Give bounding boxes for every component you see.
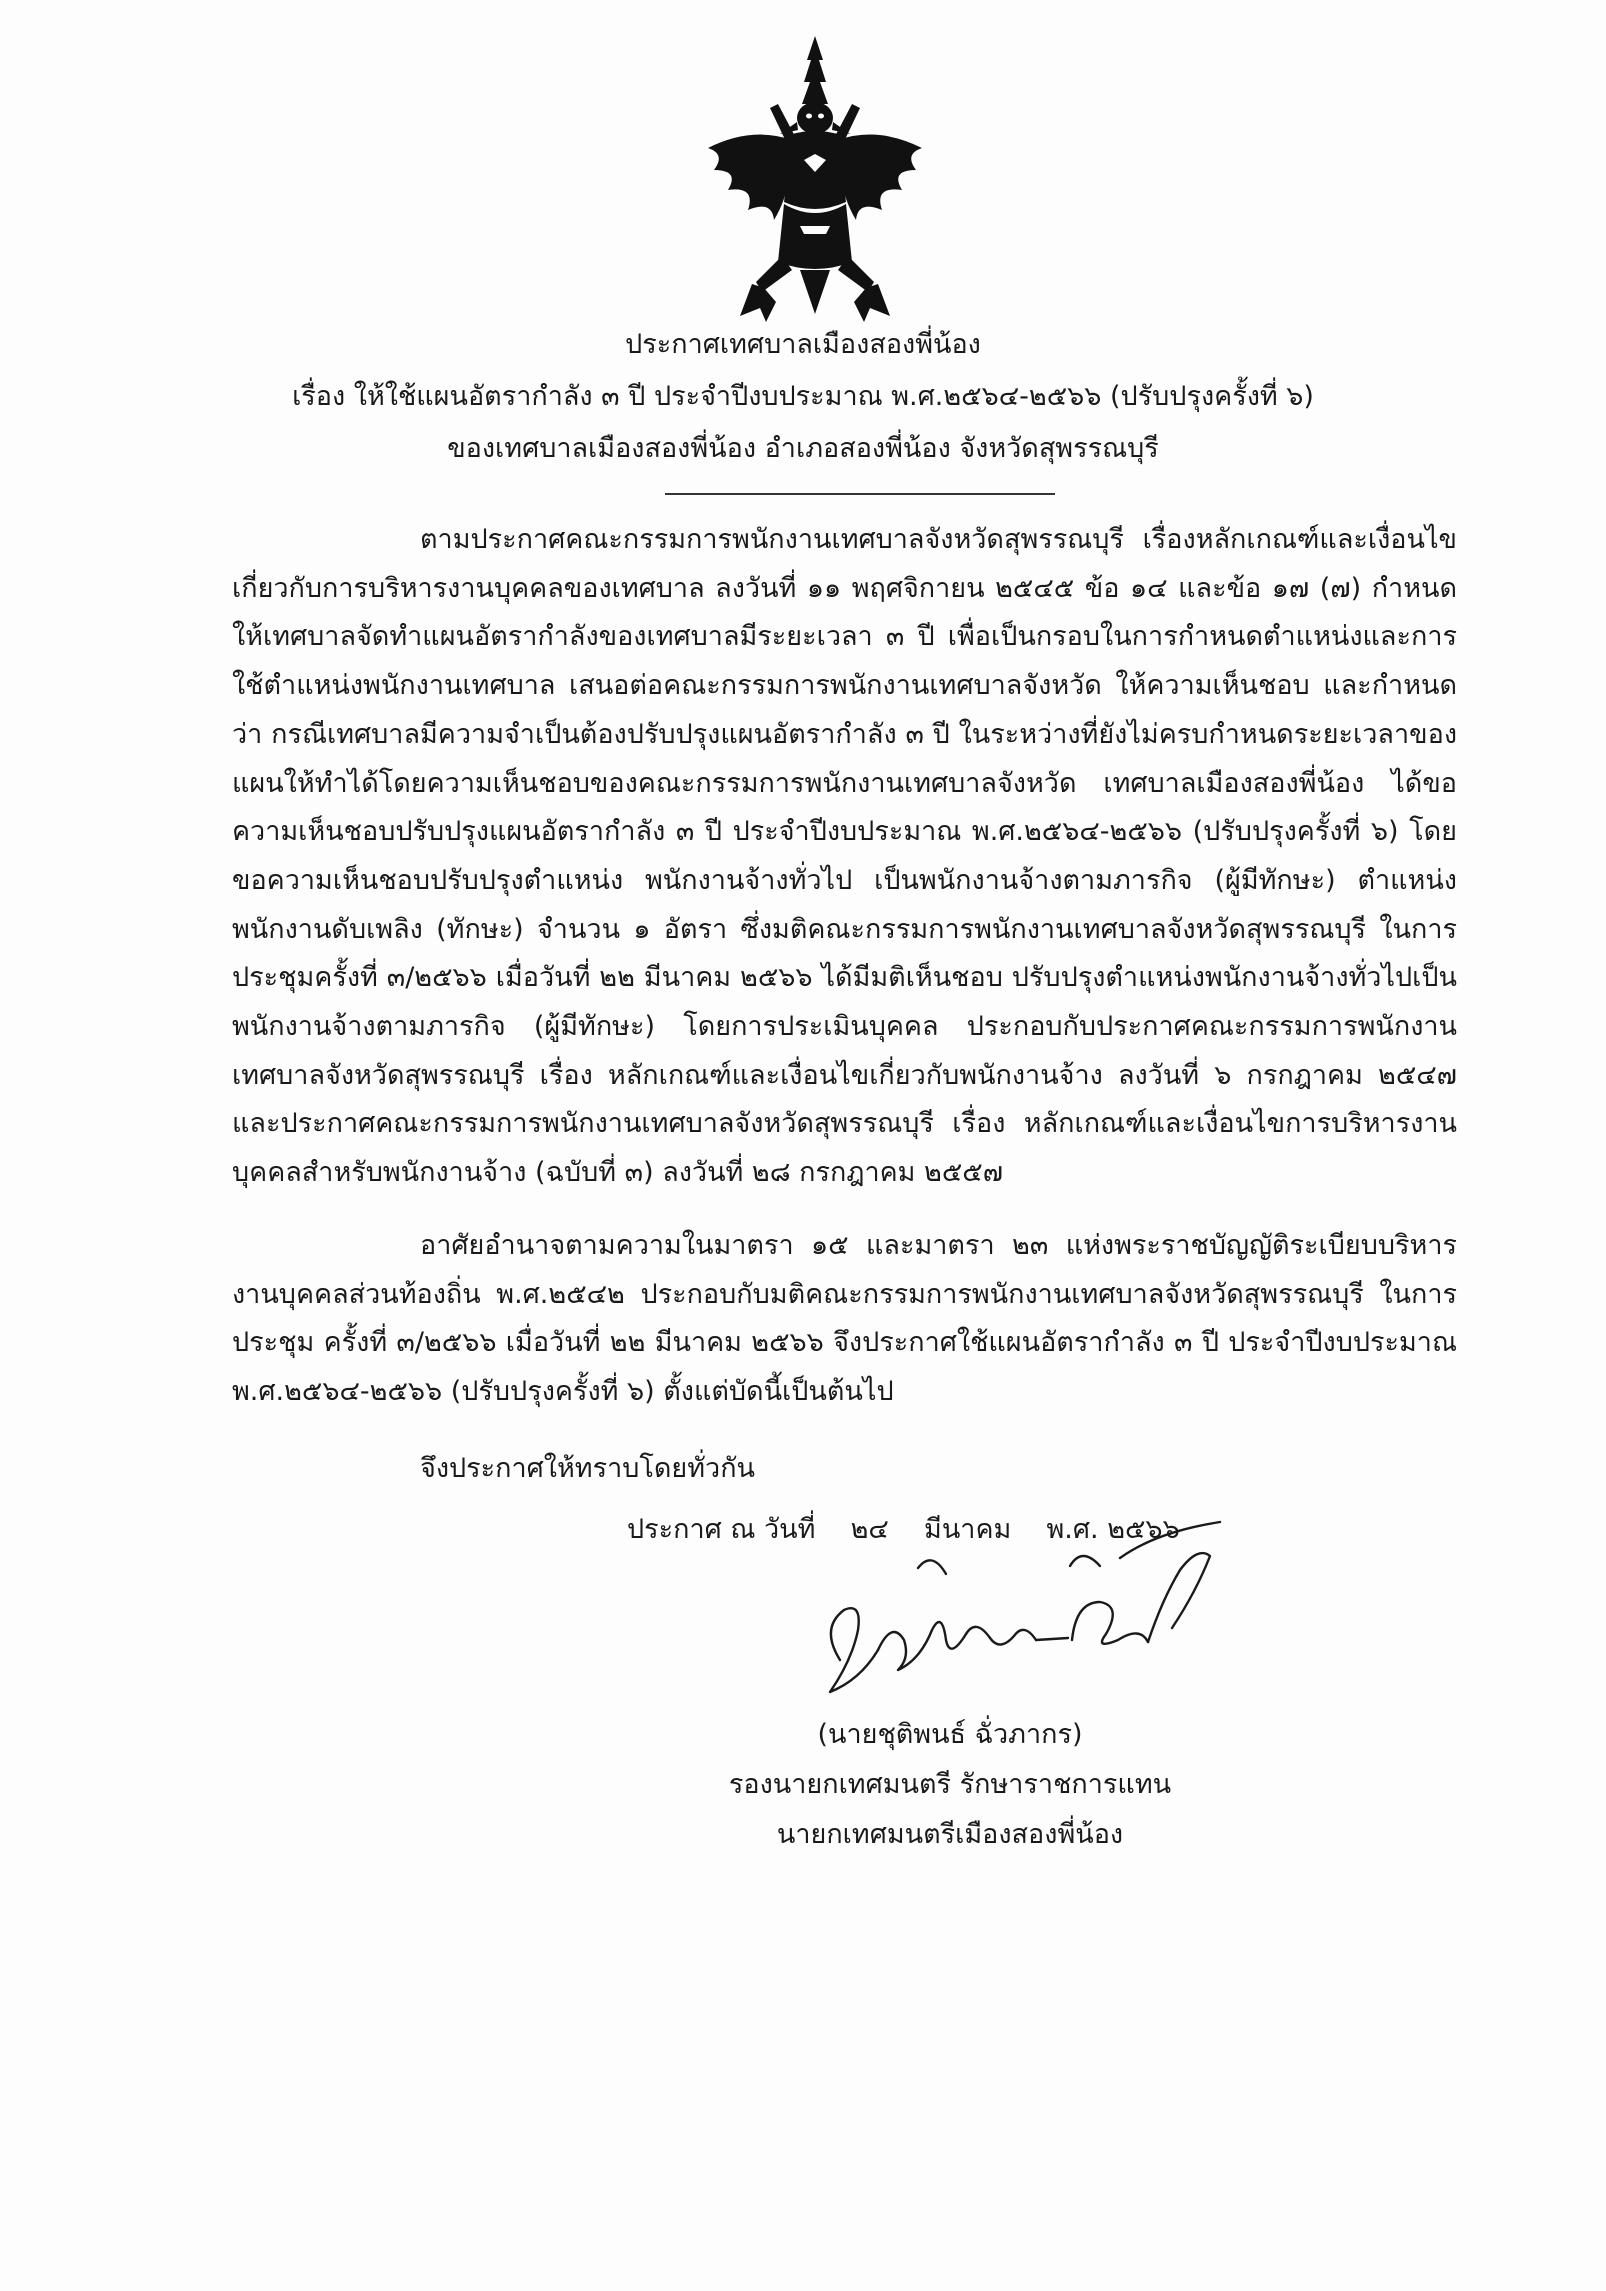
- announcement-title: ประกาศเทศบาลเมืองสองพี่น้อง: [625, 329, 981, 360]
- date-prefix: ประกาศ ณ วันที่: [627, 1514, 816, 1545]
- handwritten-signature-icon: [800, 1510, 1230, 1710]
- date-era: พ.ศ.: [1046, 1514, 1099, 1545]
- garuda-emblem-icon: [700, 30, 930, 330]
- body-paragraph-2: อาศัยอำนาจตามความในมาตรา ๑๕ และมาตรา ๒๓ แห่งพระราชบัญญัติระเบียบบริหารงานบุคคลส่วนท้องถิ่น พ.ศ.๒๕๔๒ ประกอบกับมติคณะกรรมการพนักงานเทศบาลจังหวัดสุพรรณบุรี ในการประชุม ครั้งที่ ๓/๒๕๖๖ เมื่อวันที่ ๒๒ มีนาคม ๒๕๖๖ จึงประกาศใช้แผนอัตรากำลัง ๓ ปี ประจำปีงบประมาณ พ.ศ.๒๕๖๔-๒๕๖๖ (ปรับปรุงครั้งที่ ๖) ตั้งแต่บัดนี้เป็นต้นไป: [232, 1230, 1457, 1408]
- signatory-title-2: นายกเทศมนตรีเมืองสองพี่น้อง: [776, 1819, 1124, 1850]
- announcement-subject: เรื่อง ให้ใช้แผนอัตรากำลัง ๓ ปี ประจำปีงบประมาณ พ.ศ.๒๕๖๔-๒๕๖๖ (ปรับปรุงครั้งที่ ๖): [292, 381, 1314, 412]
- date-month: มีนาคม: [924, 1514, 1012, 1545]
- signatory-name: (นายชุติพนธ์ ฉั่วภากร): [817, 1719, 1083, 1750]
- body-paragraph-1: ตามประกาศคณะกรรมการพนักงานเทศบาลจังหวัดสุพรรณบุรี เรื่องหลักเกณฑ์และเงื่อนไขเกี่ยวกับการบริหารงานบุคคลของเทศบาล ลงวันที่ ๑๑ พฤศจิกายน ๒๕๔๕ ข้อ ๑๔ และข้อ ๑๗ (๗) กำหนดให้เทศบาลจัดทำแผนอัตรากำลังของเทศบาลมีระยะเวลา ๓ ปี เพื่อเป็นกรอบในการกำหนดตำแหน่งและการใช้ตำแหน่งพนักงานเทศบาล เสนอต่อคณะกรรมการพนักงานเทศบาลจังหวัด ให้ความเห็นชอบ และกำหนดว่า กรณีเทศบาลมีความจำเป็นต้องปรับปรุงแผนอัตรากำลัง ๓ ปี ในระหว่างที่ยังไม่ครบกำหนดระยะเวลาของแผนให้ทำได้โดยความเห็นชอบของคณะกรรมการพนักงานเทศบาลจังหวัด เทศบาลเมืองสองพี่น้อง ได้ขอความเห็นชอบปรับปรุงแผนอัตรากำลัง ๓ ปี ประจำปีงบประมาณ พ.ศ.๒๕๖๔-๒๕๖๖ (ปรับปรุงครั้งที่ ๖) โดยขอความเห็นชอบปรับปรุงตำแหน่ง พนักงานจ้างทั่วไป เป็นพนักงานจ้างตามภารกิจ (ผู้มีทักษะ) ตำแหน่งพนักงานดับเพลิง (ทักษะ) จำนวน ๑ อัตรา ซึ่งมติคณะกรรมการพนักงานเทศบาลจังหวัดสุพรรณบุรี ในการประชุมครั้งที่ ๓/๒๕๖๖ เมื่อวันที่ ๒๒ มีนาคม ๒๕๖๖ ได้มีมติเห็นชอบ ปรับปรุงตำแหน่งพนักงานจ้างทั่วไปเป็นพนักงานจ้างตามภารกิจ (ผู้มีทักษะ) โดยการประเมินบุคคล ประกอบกับประกาศคณะกรรมการพนักงานเทศบาลจังหวัดสุพรรณบุรี เรื่อง หลักเกณฑ์และเงื่อนไขเกี่ยวกับพนักงานจ้าง ลงวันที่ ๖ กรกฎาคม ๒๕๔๗ และประกาศคณะกรรมการพนักงานเทศบาลจังหวัดสุพรรณบุรี เรื่อง หลักเกณฑ์และเงื่อนไขการบริหารงานบุคคลสำหรับพนักงานจ้าง (ฉบับที่ ๓) ลงวันที่ ๒๘ กรกฎาคม ๒๕๕๗: [232, 524, 1457, 1189]
- date-day: ๒๔: [850, 1514, 889, 1545]
- date-year: ๒๕๖๖: [1107, 1514, 1180, 1545]
- closing-statement: จึงประกาศให้ทราบโดยทั่วกัน: [420, 1453, 755, 1484]
- announcement-issuer: ของเทศบาลเมืองสองพี่น้อง อำเภอสองพี่น้อง จังหวัดสุพรรณบุรี: [447, 433, 1159, 464]
- title-divider: [665, 493, 1055, 495]
- signatory-title-1: รองนายกเทศมนตรี รักษาราชการแทน: [728, 1769, 1172, 1800]
- signature-block: [720, 1710, 1180, 1860]
